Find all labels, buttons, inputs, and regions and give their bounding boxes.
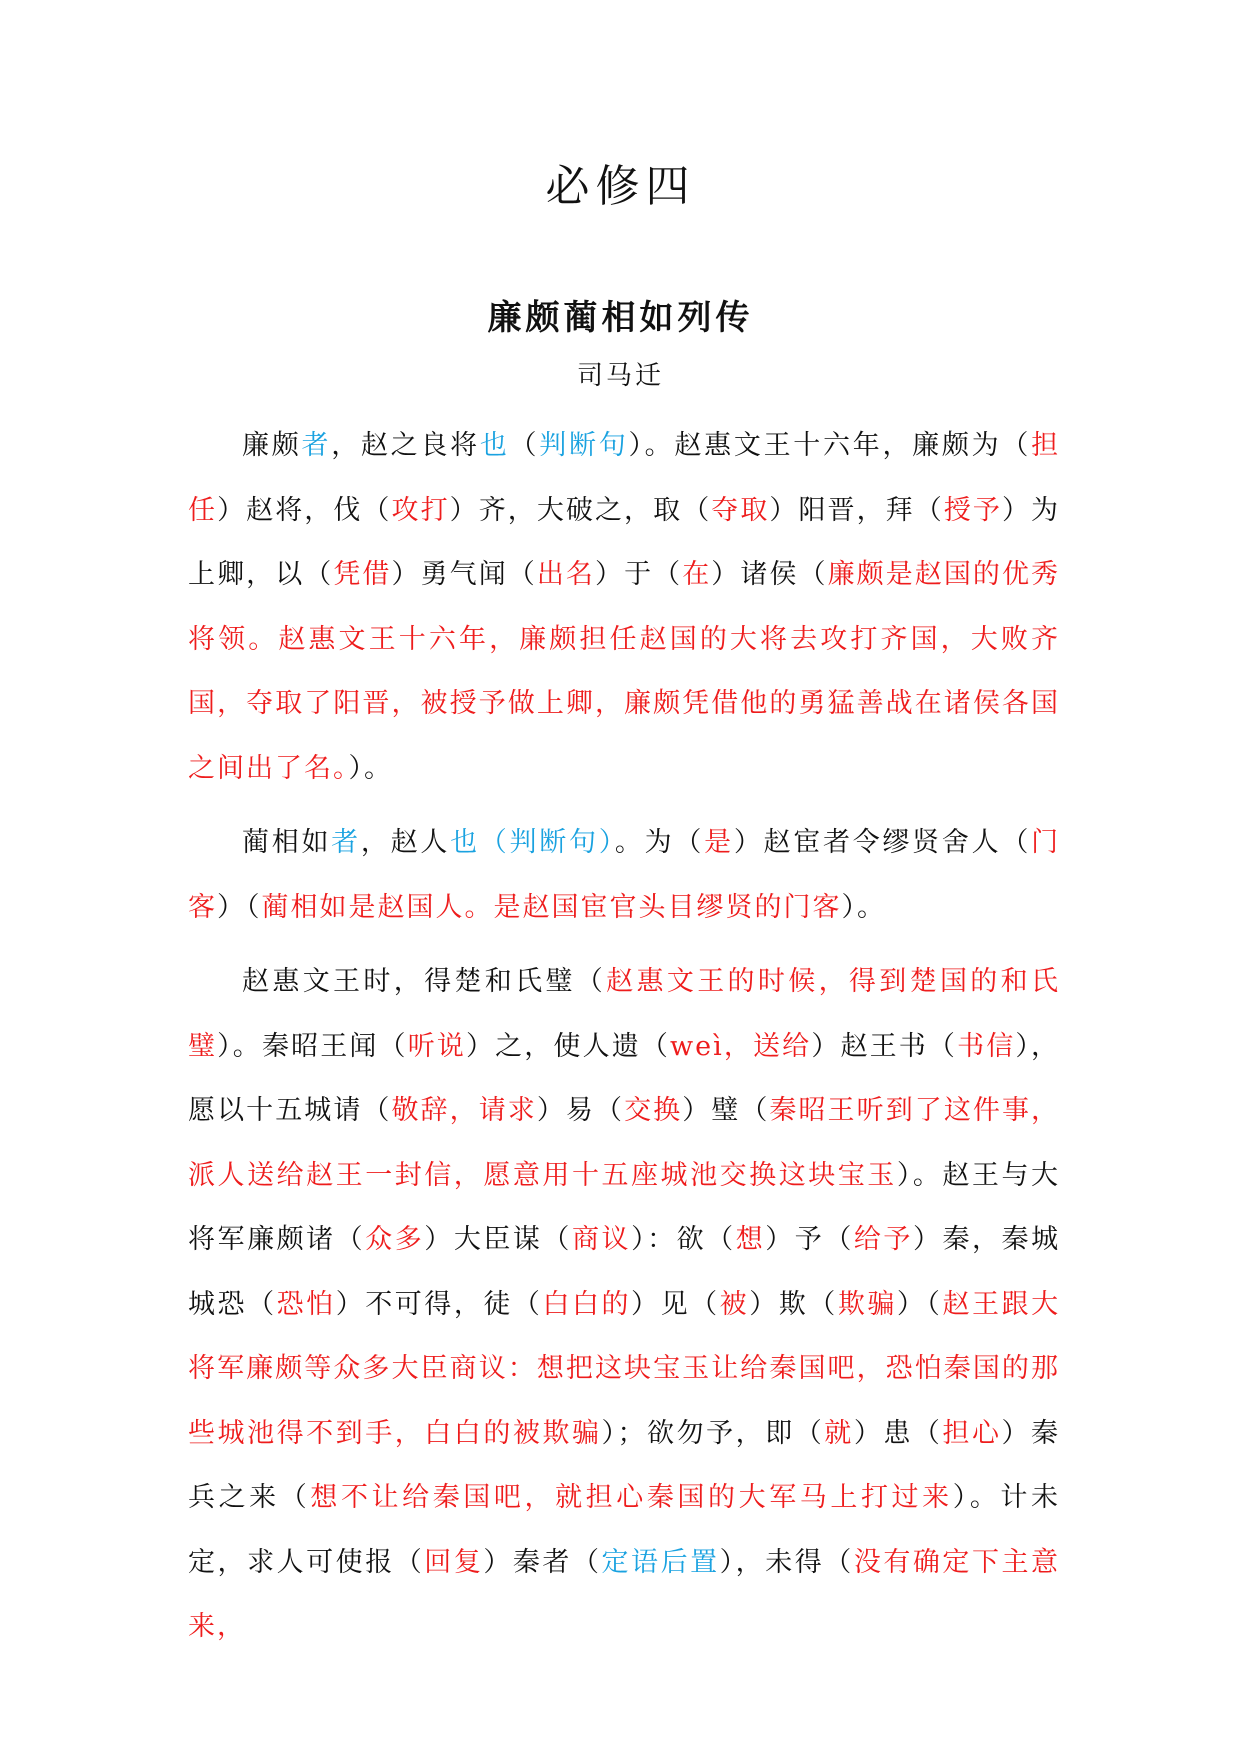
original-text: ）大臣谋（: [424, 1224, 572, 1255]
original-text: ）。: [841, 891, 886, 923]
original-text: ）赵王书（: [811, 1030, 958, 1062]
annotation-text: 众多: [365, 1224, 425, 1255]
original-text: ），愿以十五城请（: [188, 1030, 1061, 1126]
annotation-text: 授予: [943, 494, 1002, 526]
original-text: ）秦者（: [483, 1546, 602, 1578]
original-text: ）。秦昭王闻（: [217, 1030, 408, 1062]
original-text: 赵惠文王时，得楚和氏璧（: [242, 966, 607, 997]
original-text: ）。赵惠文王十六年，廉颇为（: [628, 430, 1032, 461]
annotation-text: 赵惠文王的时候，得到楚国的和氏璧: [188, 966, 1061, 1062]
annotation-text: 回复: [424, 1546, 484, 1578]
original-text: （: [509, 430, 540, 461]
original-text: ）赵将，伐（: [217, 494, 392, 526]
annotation-text: 门客: [188, 827, 1061, 923]
annotation-text: 凭借: [333, 559, 392, 590]
original-text: ，赵人: [360, 827, 451, 858]
original-text: 蔺相如: [242, 827, 332, 858]
annotation-text: 廉颇是赵国的优秀将领。赵惠文王十六年，廉颇担任赵国的大将去攻打齐国，大败齐国，夺取了阳晋，被授予做上卿，廉颇凭借他的勇猛善战在诸侯各国之间出了名。: [188, 559, 1061, 784]
original-text: ）齐，大破之，取（: [449, 494, 712, 526]
annotation-text: 想: [735, 1224, 766, 1255]
original-text: ）赵宦者令缪贤舍人（: [733, 827, 1032, 858]
annotation-text: 恐怕: [276, 1288, 336, 1320]
grammar-note: 判断句: [539, 430, 629, 461]
original-text: ）于（: [595, 559, 683, 590]
paragraph: [188, 811, 1060, 940]
original-text: ）；欲勿予，即（: [601, 1417, 825, 1449]
annotation-text: weì，送给: [670, 1030, 812, 1062]
original-text: ）见（: [631, 1288, 720, 1320]
annotation-text: 想不让给秦国吧，就担心秦国的大军马上打过来: [310, 1482, 953, 1513]
document-title: 必修四: [545, 161, 696, 212]
annotation-text: 是: [704, 827, 734, 858]
annotation-text: 秦昭王听到了这件事，派人送给赵王一封信，愿意用十五座城池交换这块宝玉: [188, 1095, 1061, 1191]
grammar-note: 者: [301, 430, 332, 461]
original-text: ）秦兵之来（: [188, 1417, 1061, 1513]
annotation-text: 就: [824, 1417, 854, 1449]
original-text: ）。: [348, 752, 393, 784]
grammar-note: 定语后置: [601, 1546, 720, 1578]
original-text: ）璧（: [682, 1095, 770, 1126]
original-text: ）：欲（: [631, 1224, 736, 1255]
paragraph: [188, 950, 1060, 1660]
original-text: ）阳晋，拜（: [769, 494, 944, 526]
original-text: ）患（: [853, 1417, 943, 1449]
original-text: ）不可得，徒（: [335, 1288, 543, 1320]
original-text: ）（: [896, 1288, 943, 1320]
grammar-note: 也: [479, 430, 510, 461]
annotation-text: 担心: [942, 1417, 1002, 1449]
essay-title: 廉颇蔺相如列传: [487, 298, 754, 338]
original-text: ），未得（: [719, 1546, 854, 1578]
annotation-text: 攻打: [391, 494, 450, 526]
original-text: ）为上卿，以（: [188, 494, 1061, 590]
annotation-text: 给予: [853, 1224, 913, 1255]
paragraph: [188, 414, 1060, 801]
annotation-text: 被: [719, 1288, 750, 1320]
author-name: 司马迁: [576, 361, 664, 391]
annotation-text: 听说: [407, 1030, 466, 1062]
annotation-text: 出名: [536, 559, 595, 590]
annotation-text: 书信: [957, 1030, 1016, 1062]
annotation-text: 白白的: [542, 1288, 632, 1320]
original-text: ）欺（: [749, 1288, 838, 1320]
original-text: ）易（: [536, 1095, 625, 1126]
essay-body: [188, 414, 1060, 1670]
original-text: ）。赵王与大将军廉颇诸（: [188, 1159, 1061, 1255]
annotation-text: 赵王跟大将军廉颇等众多大臣商议：想把这块宝玉让给秦国吧，恐怕秦国的那些城池得不到手，白白的被欺骗: [188, 1288, 1061, 1449]
original-text: ）勇气闻（: [391, 559, 537, 590]
annotation-text: 没有确定下主意来，: [188, 1546, 1061, 1642]
original-text: ）予（: [765, 1224, 854, 1255]
annotation-text: 蔺相如是赵国人。是赵国宦官头目缪贤的门客: [261, 891, 842, 923]
original-text: ）秦，秦城城恐（: [188, 1224, 1061, 1320]
original-text: ）诸侯（: [711, 559, 828, 590]
original-text: 廉颇: [242, 430, 302, 461]
annotation-text: 担任: [188, 430, 1061, 526]
grammar-note: 也（判断句）: [450, 827, 615, 858]
annotation-text: 欺骗: [837, 1288, 897, 1320]
annotation-text: 交换: [624, 1095, 683, 1126]
annotation-text: 敬辞，请求: [391, 1095, 537, 1126]
annotation-text: 夺取: [711, 494, 770, 526]
grammar-note: 者: [331, 827, 361, 858]
original-text: ）（: [217, 891, 262, 923]
original-text: ）。计未定，求人可使报（: [188, 1482, 1061, 1578]
annotation-text: 在: [682, 559, 712, 590]
original-text: ，赵之良将: [331, 430, 480, 461]
annotation-text: 商议: [571, 1224, 632, 1255]
original-text: 。为（: [614, 827, 705, 858]
original-text: ）之，使人遗（: [465, 1030, 671, 1062]
